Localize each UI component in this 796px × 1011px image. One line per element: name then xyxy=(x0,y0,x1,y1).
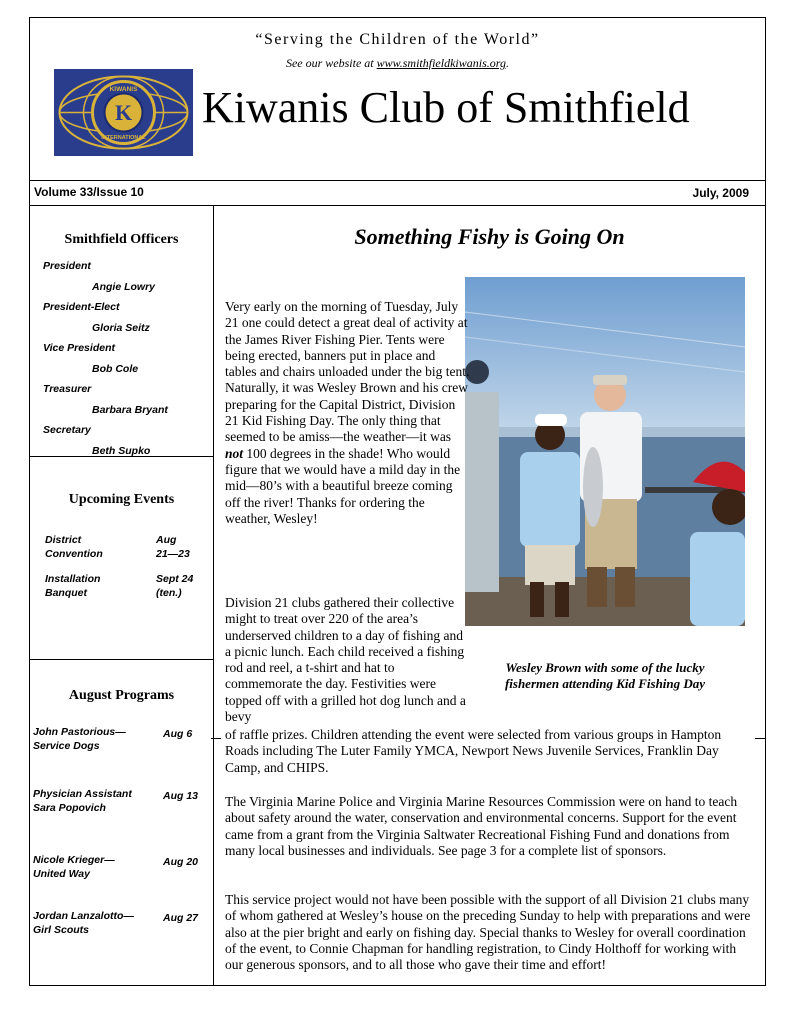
paragraph-text: 100 degrees in the shade! Who would figure that we would have a mild day in the mid—80’s with a beautiful breeze coming off the river! Thanks for ordering the weather, Wesley! xyxy=(225,445,461,526)
paragraph-text: Very early on the morning of Tuesday, July 21 one could detect a great deal of activity at the James River Fishing Pier. Tents were being erected, banners put in place and tables and chairs unloaded under the big tent. Naturally, it was Wesley Brown and his crew preparing for the Capital District, Division 21 Kid Fishing Day. The only thing that seemed to be amiss—the weather—it was xyxy=(225,299,470,445)
issue-date: July, 2009 xyxy=(692,186,749,200)
programs-section xyxy=(30,660,213,985)
article-headline: Something Fishy is Going On xyxy=(354,224,625,249)
event-name-line: Banquet xyxy=(45,587,87,599)
issue-bar xyxy=(30,181,765,206)
column-marker xyxy=(211,738,221,739)
program-name xyxy=(33,853,158,881)
program-name xyxy=(33,725,158,753)
events-heading: Upcoming Events xyxy=(68,492,175,507)
program-date: Aug 20 xyxy=(163,856,199,868)
officer-title: President-Elect xyxy=(43,301,120,313)
program-name-line: Physician Assistant xyxy=(33,788,132,800)
officer-title: Vice President xyxy=(43,342,115,354)
article-photo xyxy=(465,277,745,626)
program-date: Aug 27 xyxy=(163,912,199,924)
event-name-line: Convention xyxy=(45,548,103,560)
article-paragraph: The Virginia Marine Police and Virginia Marine Resources Commission were on hand to teach about safety around the water, conservation and environmental concerns. Support for the event came from a grant from the Virginia Saltwater Recreational Fishing Fund and donations from many local businesses and individuals. See page 3 for a complete list of sponsors. xyxy=(225,794,738,858)
program-name-line: United Way xyxy=(33,868,90,880)
officer-title: President xyxy=(43,260,91,272)
article-paragraph: Division 21 clubs gathered their collective might to treat over 220 of the area’s underserved children to a day of fishing and a picnic lunch. Each child received a fishing rod and reel, a t-shirt and hat to commemorate the day. Festivities were topped off with a grilled hot dog lunch and a bevy xyxy=(225,595,466,725)
program-name-line: Girl Scouts xyxy=(33,924,90,936)
article-paragraph: of raffle prizes. Children attending the event were selected from various groups in Hampton Roads including The Luter Family YMCA, Newport News Juvenile Services, Franklin Day Camp, and CHIPS. xyxy=(225,727,722,775)
program-date: Aug 6 xyxy=(163,728,193,740)
programs-heading: August Programs xyxy=(68,688,175,703)
logo-text-bottom: INTERNATIONAL xyxy=(101,135,146,141)
officer-name: Gloria Seitz xyxy=(92,322,150,334)
event-name-line: District xyxy=(45,534,82,546)
event-date-line: 21—23 xyxy=(156,548,190,560)
event-name xyxy=(45,572,145,600)
article-paragraph xyxy=(225,299,470,527)
logo-letter: K xyxy=(114,100,133,125)
photo-caption xyxy=(465,660,745,692)
event-date-line: (ten.) xyxy=(156,587,182,599)
masthead xyxy=(30,18,765,181)
officer-title: Treasurer xyxy=(43,383,92,395)
events-section xyxy=(30,457,213,660)
officer-name: Bob Cole xyxy=(92,363,139,375)
main-article xyxy=(214,206,765,985)
emphasis-text: not xyxy=(225,445,244,461)
officers-section xyxy=(30,206,213,457)
caption-line: Wesley Brown with some of the lucky xyxy=(505,660,705,675)
website-prefix: See our website at xyxy=(285,56,377,70)
article-paragraph: This service project would not have been possible with the support of all Division 21 clubs many of whom gathered at Wesley’s house on the preceding Sunday to help with preparations and were also at the pier bright and early on fishing day. Special thanks to Wesley for overall coordination of the event, to Connie Chapman for handling registration, to Cindy Holthoff for working with our generous sponsors, and to all those who gave their time and effort! xyxy=(225,892,751,973)
program-name xyxy=(33,787,158,815)
caption-line: fishermen attending Kid Fishing Day xyxy=(504,676,706,691)
website-suffix: . xyxy=(506,56,509,70)
event-date-line: Aug xyxy=(156,534,177,546)
event-name xyxy=(45,533,145,561)
club-name: Kiwanis Club of Smithfield xyxy=(202,83,690,132)
event-date xyxy=(156,572,210,600)
event-date-line: Sept 24 xyxy=(156,573,194,585)
officer-name: Angie Lowry xyxy=(92,281,156,293)
newsletter-page xyxy=(29,17,766,986)
volume-issue: Volume 33/Issue 10 xyxy=(34,185,144,199)
event-name-line: Installation xyxy=(45,573,101,585)
column-marker xyxy=(755,738,765,739)
kiwanis-logo xyxy=(54,69,193,156)
website-link[interactable]: www.smithfieldkiwanis.org xyxy=(376,56,506,70)
logo-text-top: KIWANIS xyxy=(109,86,138,93)
program-name-line: Service Dogs xyxy=(33,740,100,752)
officer-name: Beth Supko xyxy=(92,445,151,457)
sidebar xyxy=(30,206,214,985)
officers-heading: Smithfield Officers xyxy=(64,232,179,247)
program-name-line: Sara Popovich xyxy=(33,802,106,814)
program-date: Aug 13 xyxy=(163,790,199,802)
officer-title: Secretary xyxy=(43,424,91,436)
motto: “Serving the Children of the World” xyxy=(255,31,540,48)
program-name-line: Jordan Lanzalotto— xyxy=(33,910,134,922)
program-name xyxy=(33,909,158,937)
officer-name: Barbara Bryant xyxy=(92,404,168,416)
program-name-line: John Pastorious— xyxy=(33,726,126,738)
event-date xyxy=(156,533,210,561)
program-name-line: Nicole Krieger— xyxy=(33,854,115,866)
